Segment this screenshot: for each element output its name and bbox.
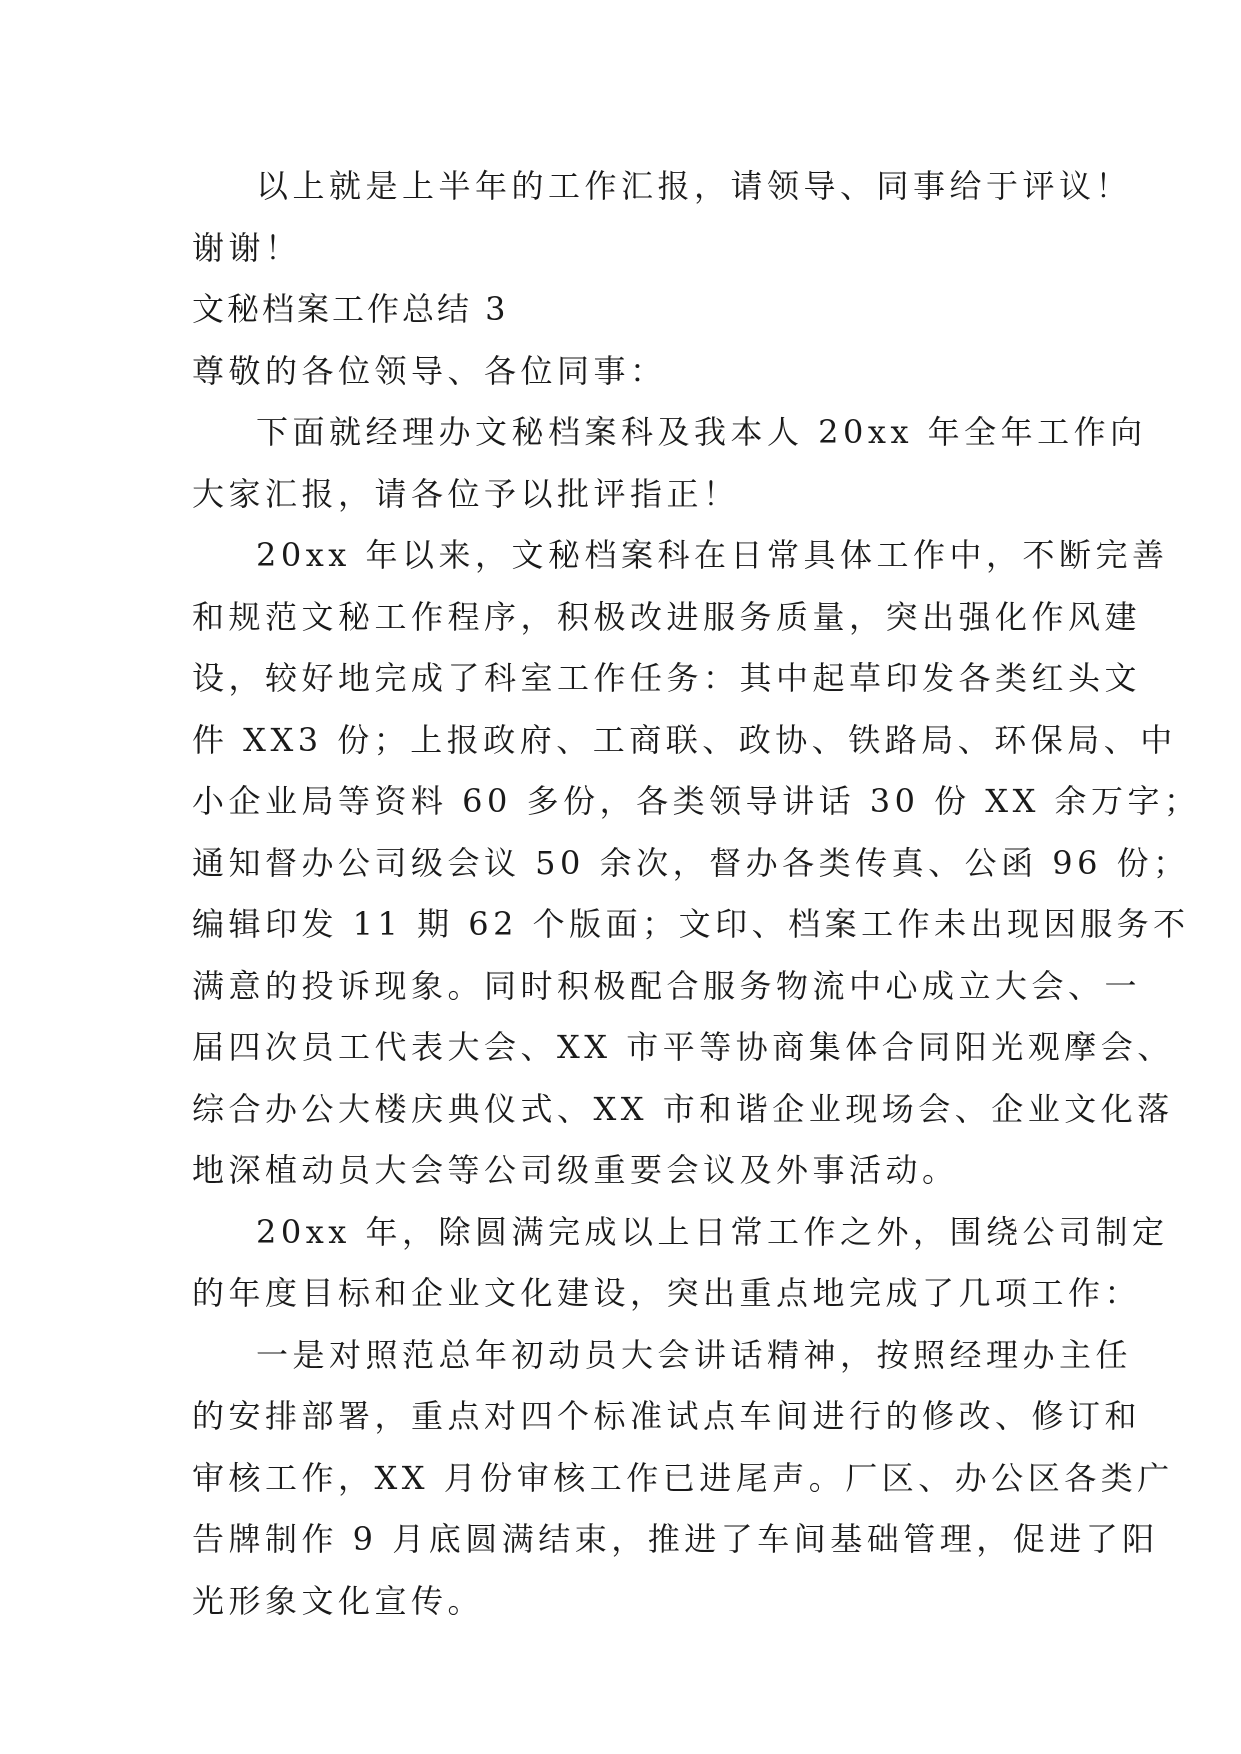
paragraph-line: 光形象文化宣传。 bbox=[192, 1581, 485, 1620]
paragraph-thanks-line: 谢谢！ bbox=[192, 228, 302, 267]
paragraph-line: 和规范文秘工作程序，积极改进服务质量，突出强化作风建 bbox=[192, 597, 1142, 636]
paragraph-closing-line: 以上就是上半年的工作汇报，请领导、同事给于评议！ bbox=[256, 167, 1133, 205]
paragraph-line: 小企业局等资料 60 多份，各类领导讲话 30 份 XX 余万字； bbox=[192, 782, 1201, 820]
salutation: 尊敬的各位领导、各位同事： bbox=[192, 351, 667, 390]
paragraph-line: 下面就经理办文秘档案科及我本人 20xx 年全年工作向 bbox=[256, 413, 1147, 451]
paragraph-line: 20xx 年，除圆满完成以上日常工作之外，围绕公司制定 bbox=[256, 1212, 1169, 1251]
paragraph-line: 地深植动员大会等公司级重要会议及外事活动。 bbox=[192, 1151, 959, 1189]
paragraph-line: 件 XX3 份；上报政府、工商联、政协、铁路局、环保局、中 bbox=[192, 720, 1177, 759]
paragraph-line: 大家汇报，请各位予以批评指正！ bbox=[192, 474, 740, 513]
paragraph-line: 满意的投诉现象。同时积极配合服务物流中心成立大会、一 bbox=[192, 966, 1142, 1005]
paragraph-line: 20xx 年以来，文秘档案科在日常具体工作中，不断完善 bbox=[256, 536, 1169, 574]
section-title: 文秘档案工作总结 3 bbox=[192, 290, 509, 328]
paragraph-line: 的安排部署，重点对四个标准试点车间进行的修改、修订和 bbox=[192, 1397, 1142, 1435]
paragraph-line: 审核工作，XX 月份审核工作已进尾声。厂区、办公区各类广 bbox=[192, 1458, 1174, 1497]
paragraph-line: 综合办公大楼庆典仪式、XX 市和谐企业现场会、企业文化落 bbox=[192, 1089, 1174, 1128]
paragraph-line: 告牌制作 9 月底圆满结束，推进了车间基础管理，促进了阳 bbox=[192, 1520, 1159, 1558]
paragraph-line: 的年度目标和企业文化建设，突出重点地完成了几项工作： bbox=[192, 1274, 1142, 1312]
document-body bbox=[192, 156, 1201, 1632]
paragraph-line: 设，较好地完成了科室工作任务：其中起草印发各类红头文 bbox=[192, 659, 1142, 697]
paragraph-line: 届四次员工代表大会、XX 市平等协商集体合同阳光观摩会、 bbox=[192, 1028, 1174, 1066]
paragraph-line: 编辑印发 11 期 62 个版面；文印、档案工作未出现因服务不 bbox=[192, 905, 1190, 943]
paragraph-line: 通知督办公司级会议 50 余次，督办各类传真、公函 96 份； bbox=[192, 843, 1190, 882]
paragraph-line: 一是对照范总年初动员大会讲话精神，按照经理办主任 bbox=[256, 1335, 1133, 1374]
